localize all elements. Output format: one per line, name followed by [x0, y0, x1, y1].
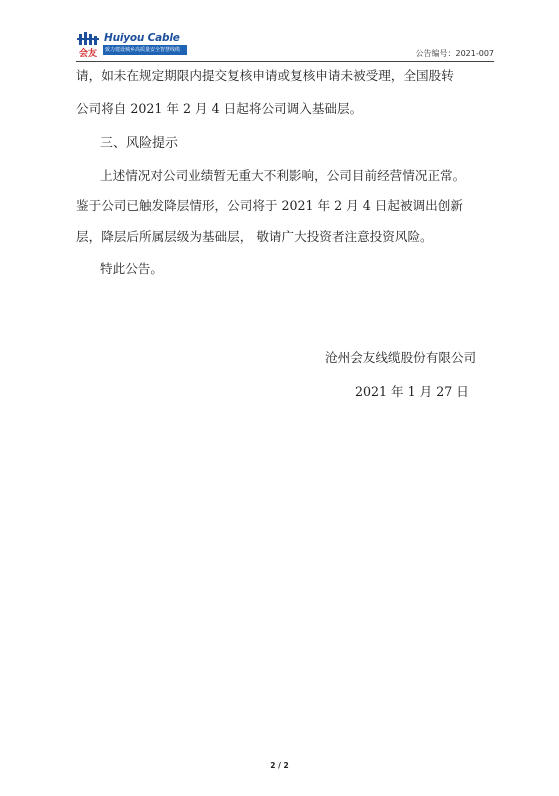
company-logo	[76, 30, 186, 60]
closing-statement: 特此公告。	[100, 261, 163, 276]
paragraph1-line2: 公司将自 2021 年 2 月 4 日起将公司调入基础层。	[76, 101, 363, 116]
paragraph1-line1: 请，如未在规定期限内提交复核申请或复核申请未被受理，全国股转	[76, 68, 454, 83]
page-number: 2 / 2	[270, 761, 289, 770]
page-header	[76, 30, 494, 62]
signature-company: 沧州会友线缆股份有限公司	[325, 350, 477, 365]
logo-brand-name: Huiyou Cable	[104, 32, 180, 44]
paragraph2-line1: 上述情况对公司业绩暂无重大不利影响，公司目前经营情况正常。	[100, 168, 466, 183]
logo-tagline: 致力建设城乡高质量安全智慧线缆	[103, 45, 187, 55]
logo-mark-text: 会友	[78, 49, 98, 58]
paragraph2-line3: 层，降层后所属层级为基础层， 敬请广大投资者注意投资风险。	[76, 229, 433, 244]
section-heading-risk-warning: 三、风险提示	[100, 136, 179, 151]
paragraph2-line2: 鉴于公司已触发降层情形，公司将于 2021 年 2 月 4 日起被调出创新	[76, 198, 463, 213]
cable-logo-icon	[76, 32, 100, 58]
header-divider	[76, 61, 494, 62]
signature-date: 2021 年 1 月 27 日	[355, 384, 469, 399]
announcement-number: 公告编号：2021-007	[415, 49, 494, 58]
